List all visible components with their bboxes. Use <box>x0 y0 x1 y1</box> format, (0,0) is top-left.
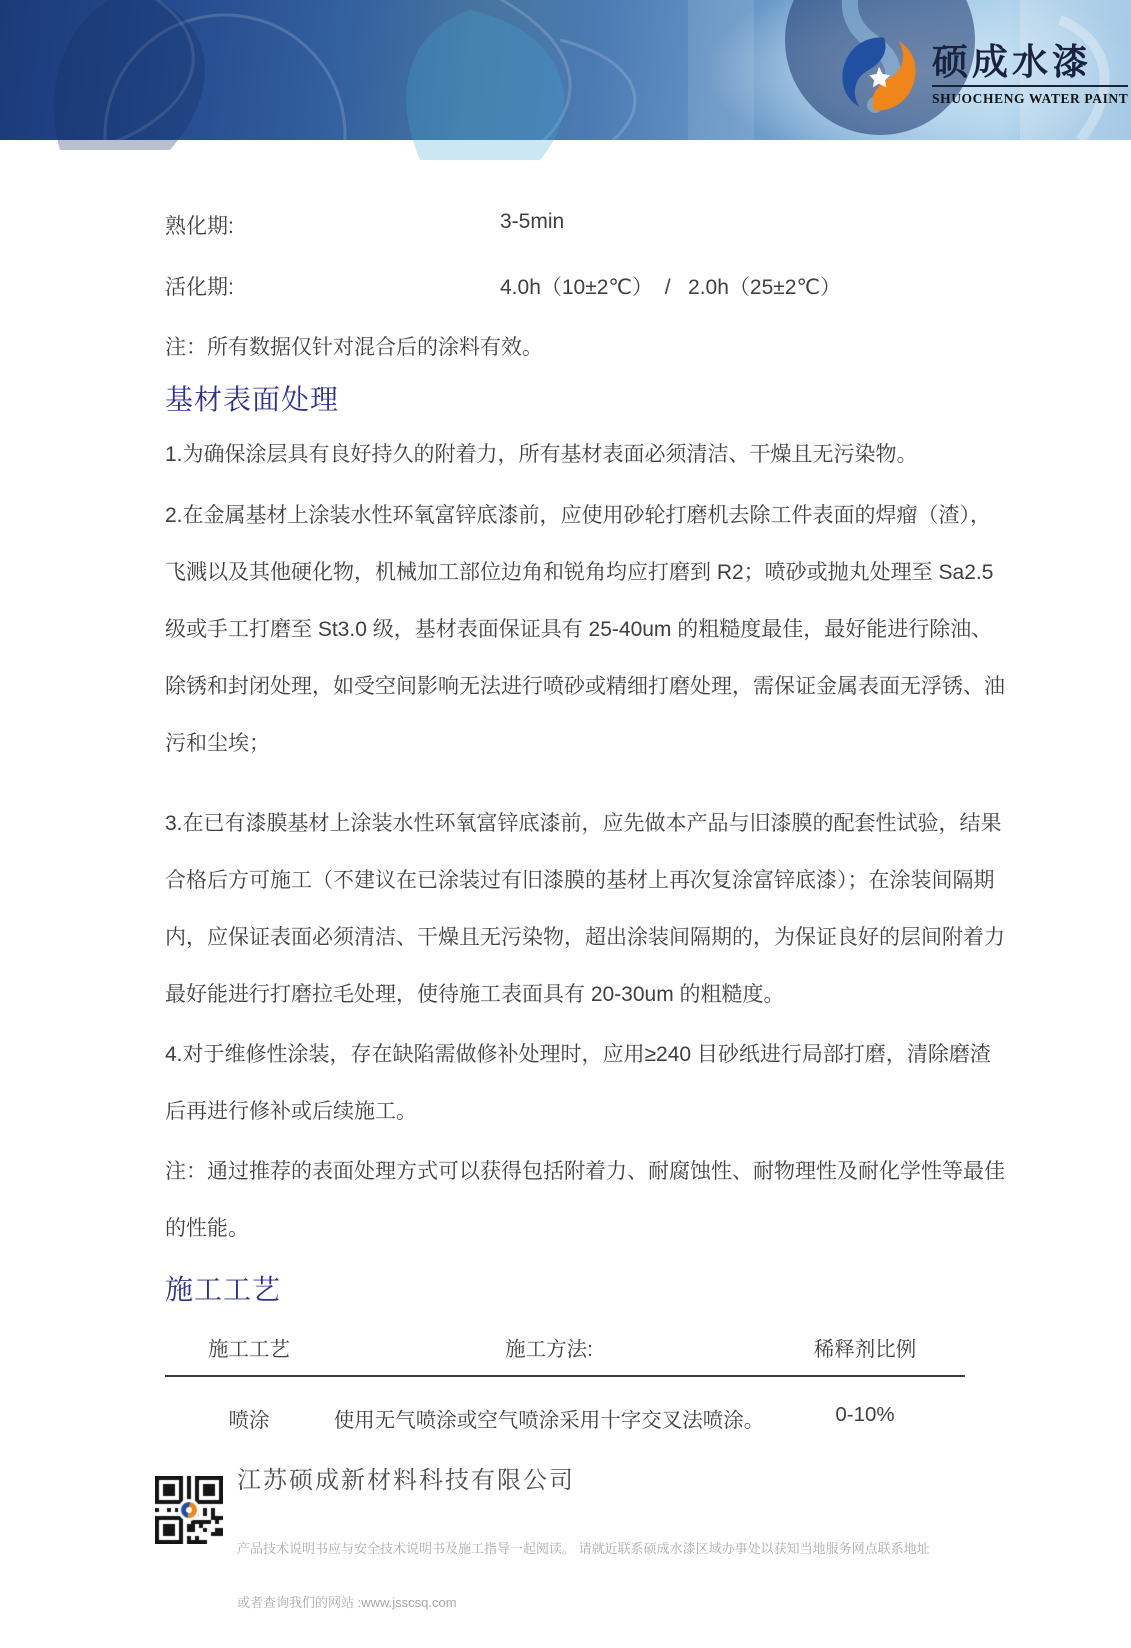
footer-note-line-1: 产品技术说明书应与安全技术说明书及施工指导一起阅读。 请就近联系硕成水漆区域办事处以获知当地服务网点联系地址 <box>237 1541 930 1556</box>
spec-note: 注：所有数据仅针对混合后的涂料有效。 <box>165 336 543 359</box>
paragraph-4 <box>165 1040 991 1154</box>
paragraph-3 <box>165 809 1005 1037</box>
text-line: 2.在金属基材上涂装水性环氧富锌底漆前，应使用砂轮打磨机去除工件表面的焊瘤（渣）， <box>165 504 992 527</box>
text-line: 后再进行修补或后续施工。 <box>165 1100 417 1123</box>
header-banner <box>0 0 1131 140</box>
brand-logo <box>840 32 1128 116</box>
text-line: 4.对于维修性涂装，存在缺陷需做修补处理时，应用≥240 目砂纸进行局部打磨，清除磨渣 <box>165 1043 991 1066</box>
text-line: 污和尘埃； <box>165 732 270 755</box>
footer-note-line-2: 或者查询我们的网站 :www.jsscsq.com <box>237 1595 457 1610</box>
s-swirl-globe-icon <box>840 32 918 116</box>
brand-underline <box>932 85 1128 87</box>
text-line: 最好能进行打磨拉毛处理，使待施工表面具有 20-30um 的粗糙度。 <box>165 983 785 1006</box>
paragraph-2 <box>165 501 1005 786</box>
text-line: 的性能。 <box>165 1217 249 1240</box>
table-cell-thinner-ratio: 0-10% <box>835 1403 895 1426</box>
text-line: 内，应保证表面必须清洁、干燥且无污染物，超出涂装间隔期的，为保证良好的层间附着力 <box>165 926 1005 949</box>
spec-value-curing-period: 3-5min <box>500 210 565 233</box>
text-line: 注：通过推荐的表面处理方式可以获得包括附着力、耐腐蚀性、耐物理性及耐化学性等最佳 <box>165 1160 1005 1183</box>
spec-label-pot-life: 活化期: <box>165 276 234 299</box>
table-cell-process: 喷涂 <box>228 1409 270 1432</box>
spec-label-curing-period: 熟化期: <box>165 215 234 238</box>
text-line: 3.在已有漆膜基材上涂装水性环氧富锌底漆前，应先做本产品与旧漆膜的配套性试验，结果 <box>165 812 1002 835</box>
table-row <box>165 1377 965 1433</box>
table-header-thinner-ratio: 稀释剂比例 <box>813 1338 917 1361</box>
footer <box>237 1466 997 1648</box>
text-line: 级或手工打磨至 St3.0 级，基材表面保证具有 25-40um 的粗糙度最佳，最好能进行除油、 <box>165 618 993 641</box>
section-title-surface-prep: 基材表面处理 <box>165 384 340 415</box>
company-name: 江苏硕成新材料科技有限公司 <box>237 1467 575 1494</box>
brand-name-en: SHUOCHENG WATER PAINT <box>932 90 1129 106</box>
paragraph-1 <box>165 440 985 497</box>
text-line: 1.为确保涂层具有良好持久的附着力，所有基材表面必须清洁、干燥且无污染物。 <box>165 443 918 466</box>
qr-code <box>155 1476 223 1544</box>
text-line: 除锈和封闭处理，如受空间影响无法进行喷砂或精细打磨处理，需保证金属表面无浮锈、油 <box>165 675 1005 698</box>
table-header-row <box>165 1332 965 1377</box>
text-line: 合格后方可施工（不建议在已涂装过有旧漆膜的基材上再次复涂富锌底漆）；在涂装间隔期 <box>165 869 995 892</box>
paragraph-note <box>165 1157 1005 1271</box>
spec-value-pot-life: 4.0h（10±2℃） / 2.0h（25±2℃） <box>500 276 842 299</box>
text-line: 飞溅以及其他硬化物，机械加工部位边角和锐角均应打磨到 R2；喷砂或抛丸处理至 Sa2.5 <box>165 561 994 584</box>
application-process-table <box>165 1332 965 1433</box>
brand-name-cn: 硕成水漆 <box>932 41 1093 82</box>
table-cell-method: 使用无气喷涂或空气喷涂采用十字交叉法喷涂。 <box>333 1409 765 1432</box>
table-header-method: 施工方法: <box>505 1338 593 1361</box>
section-title-application-process: 施工工艺 <box>165 1274 282 1305</box>
table-header-process: 施工工艺 <box>208 1338 290 1361</box>
